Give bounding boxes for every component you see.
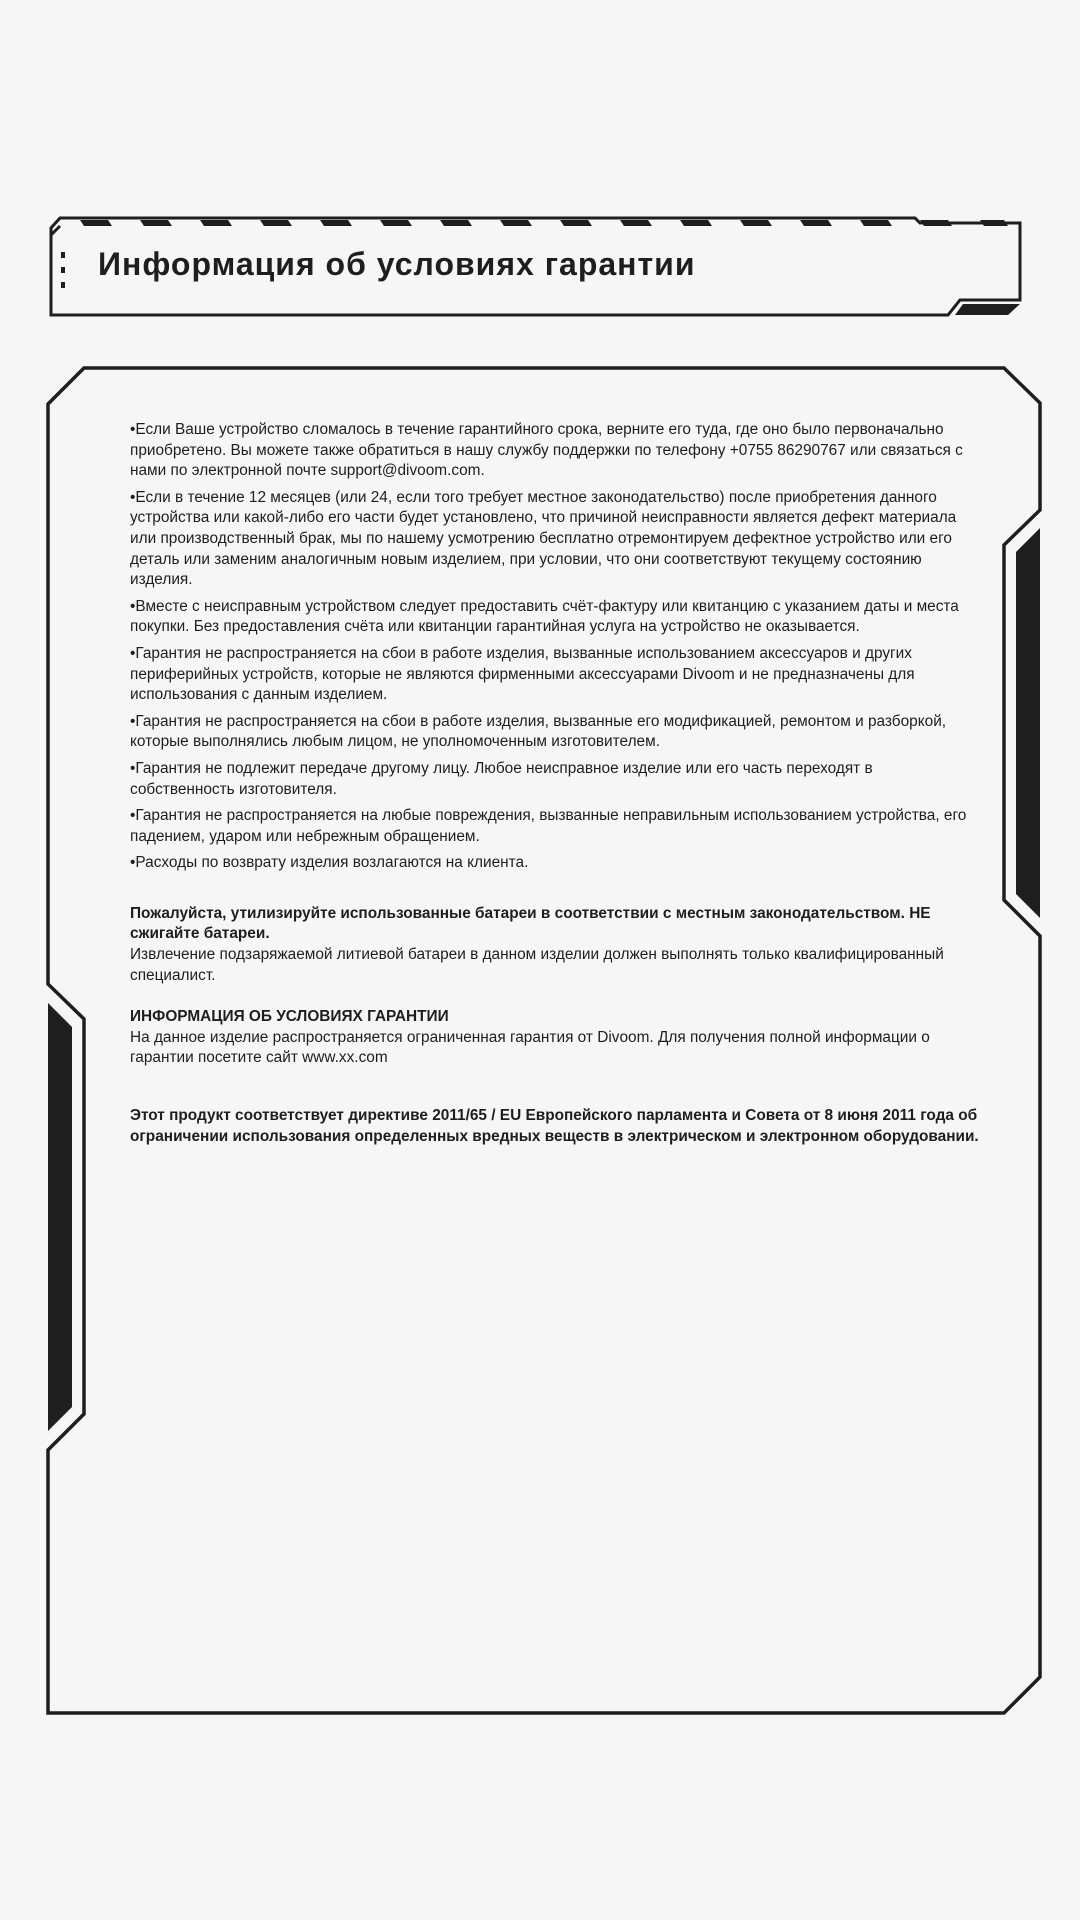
warranty-term-6: •Гарантия не подлежит передаче другому лицу. Любое неисправное изделие или его часть переходят в собственность изготовителя. — [130, 759, 873, 798]
warranty-term-1: •Если Ваше устройство сломалось в течение гарантийного срока, верните его туда, где оно было первоначально приобретено. Вы можете также обратиться в нашу службу поддержки по телефону +0755 86290767 или связаться с нами по электронной почте support@divoom.com. — [130, 421, 963, 480]
header-tab — [955, 304, 1020, 315]
document-body — [130, 420, 980, 1147]
right-side-bar — [1016, 528, 1040, 918]
warranty-info-heading: ИНФОРМАЦИЯ ОБ УСЛОВИЯХ ГАРАНТИИ — [130, 1008, 449, 1026]
page-title: Информация об условиях гарантии — [98, 246, 696, 282]
warranty-term-7: •Гарантия не распространяется на любые повреждения, вызванные неправильным использованием устройства, его падением, ударом или небрежным обращением. — [130, 807, 967, 845]
battery-warning: Пожалуйста, утилизируйте использованные батареи в соответствии с местным законодательством. НЕ сжигайте батареи. — [130, 904, 931, 943]
battery-note: Извлечение подзаряжаемой литиевой батареи в данном изделии должен выполнять только квалифицированный специалист. — [130, 946, 944, 984]
warranty-term-5: •Гарантия не распространяется на сбои в работе изделия, вызванные его модификацией, ремонтом и разборкой, которые выполнялись любым лицом, не уполномоченным изготовителем. — [130, 712, 947, 751]
left-side-bar — [48, 1003, 72, 1431]
header-stripes — [80, 220, 1008, 226]
warranty-term-3: •Вместе с неисправным устройством следует предоставить счёт-фактуру или квитанцию с указанием даты и места покупки. Без предоставления счёта или квитанции гарантийная услуга на устройство не оказывается. — [130, 597, 959, 636]
header-dots — [61, 252, 65, 288]
warranty-term-4: •Гарантия не распространяется на сбои в работе изделия, вызванные использованием аксессуаров и других периферийных устройств, которые не являются фирменными аксессуарами Divoom и не предназначены для использования с данным изделием. — [130, 644, 915, 704]
warranty-term-2: •Если в течение 12 месяцев (или 24, если того требует местное законодательство) после приобретения данного устройства или какой-либо его части будет установлено, что причиной неисправности является дефект материала или производственный брак, мы по нашему усмотрению бесплатно отремонтируем дефектное устройство или его деталь или заменим аналогичным новым изделием, при условии, что они соответствуют текущему состоянию изделия. — [130, 488, 957, 589]
warranty-info-text: На данное изделие распространяется ограниченная гарантия от Divoom. Для получения полной информации о гарантии посетите сайт www.xx.com — [130, 1028, 930, 1067]
warranty-term-8: •Расходы по возврату изделия возлагаются на клиента. — [130, 854, 529, 872]
compliance-statement: Этот продукт соответствует директиве 2011/65 / EU Европейского парламента и Совета от 8 июня 2011 года об ограничении использования определенных вредных веществ в электрическом и электронном оборудовании. — [130, 1107, 979, 1145]
